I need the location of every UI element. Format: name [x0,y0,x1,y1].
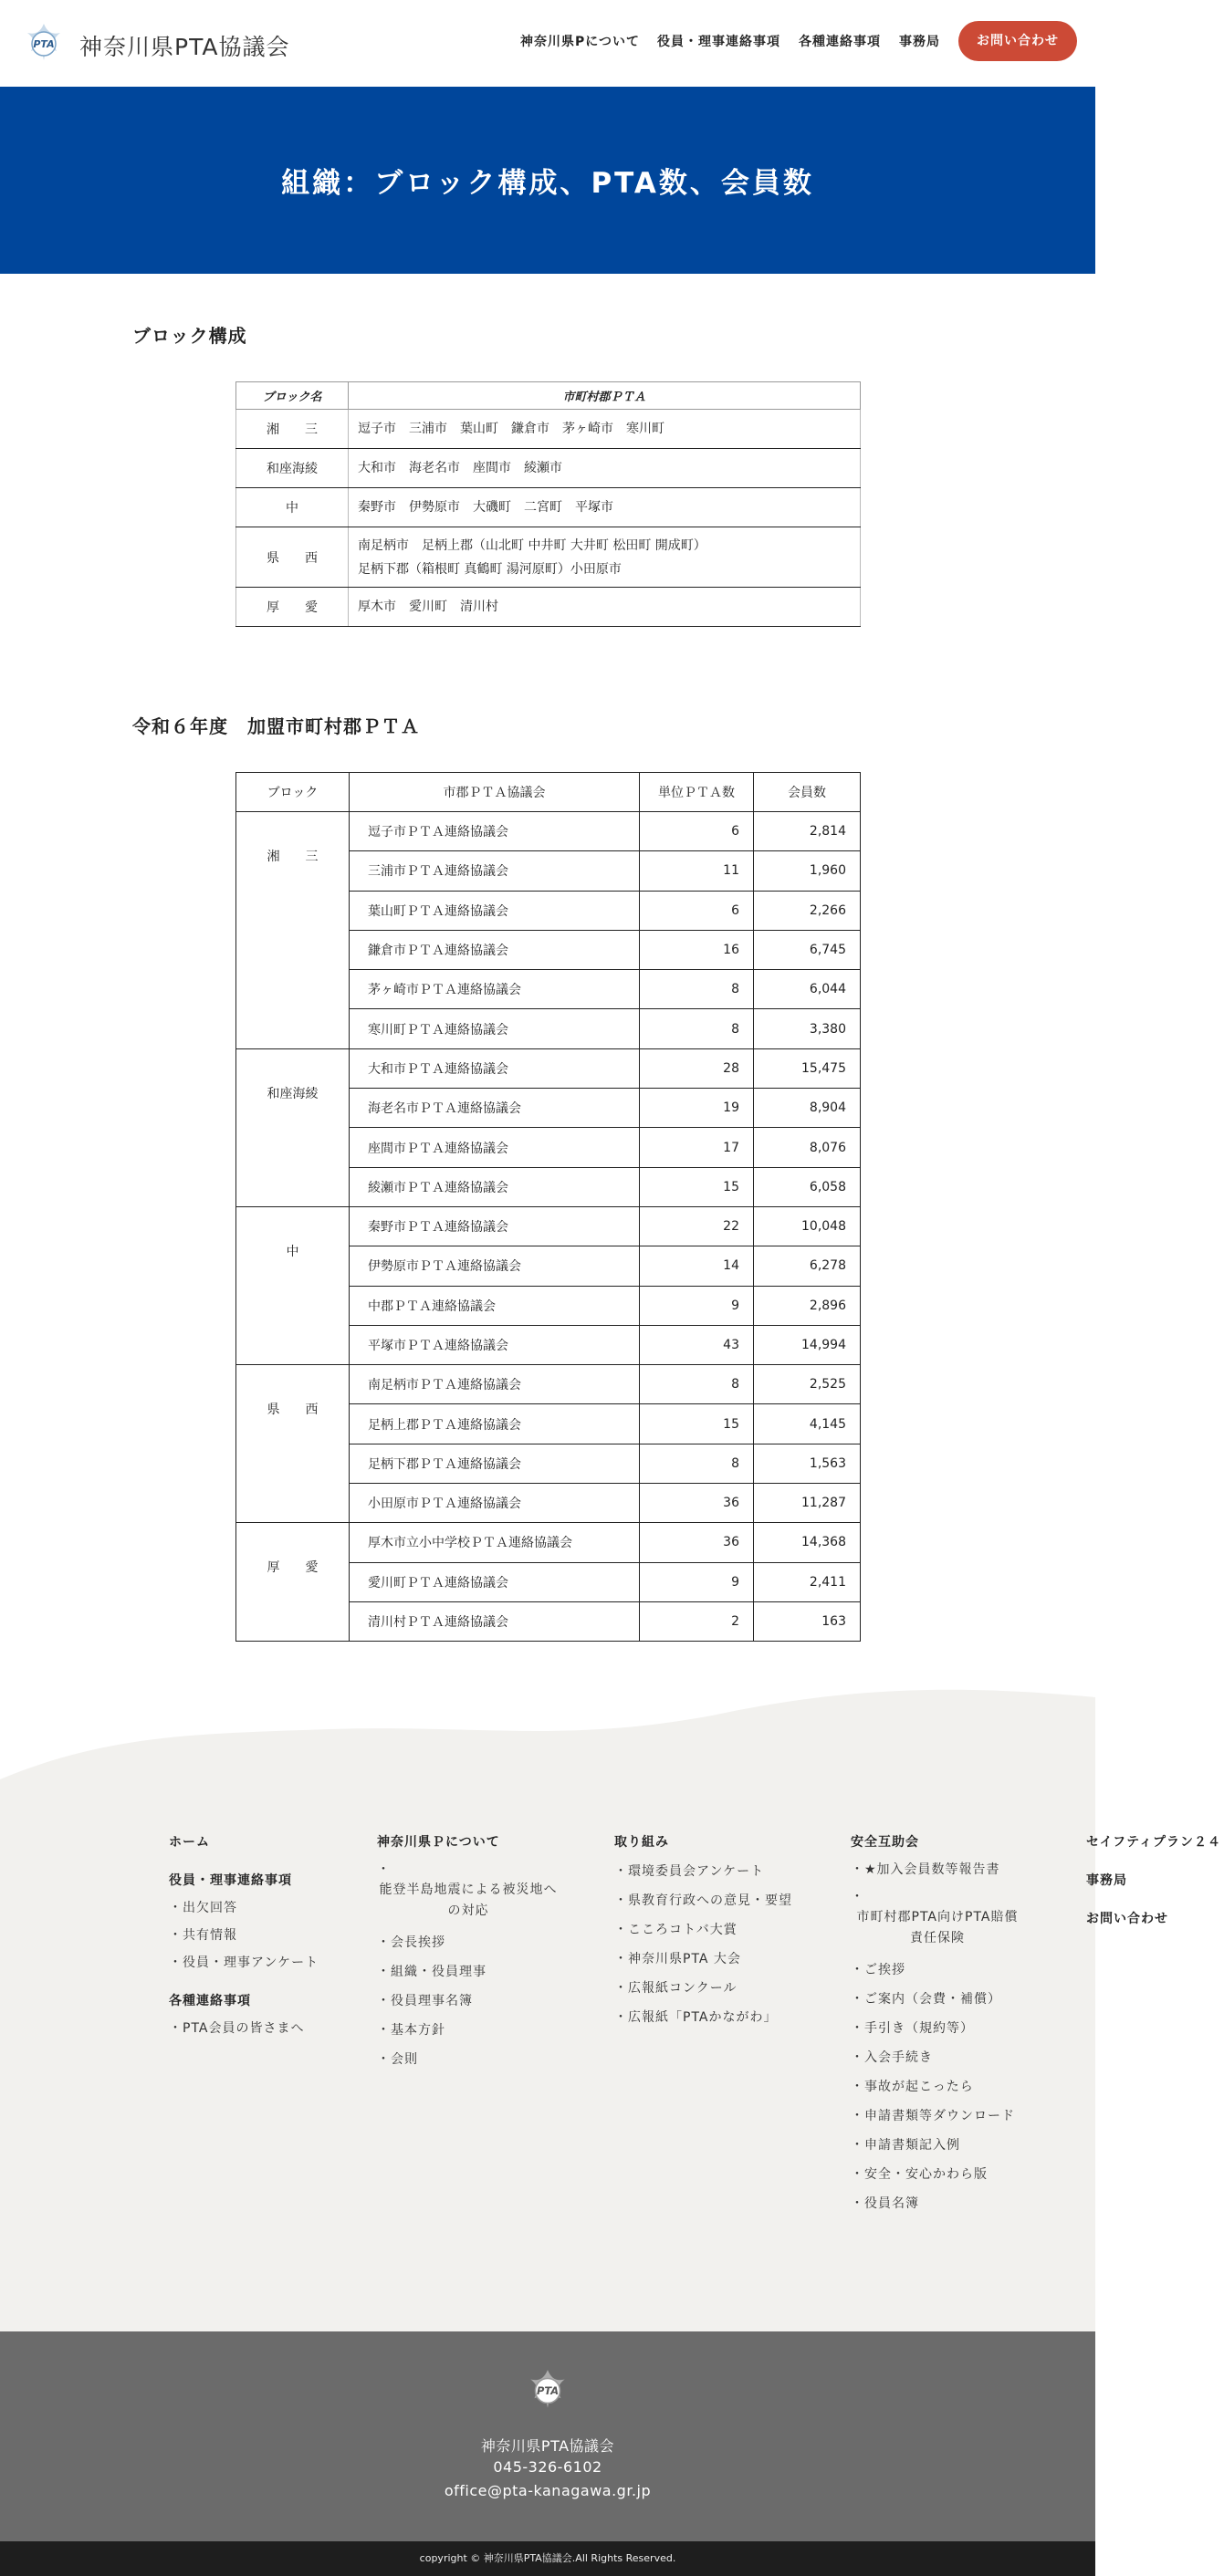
table-row [236,1048,861,1088]
association-name-cell: 寒川町ＰＴＡ連絡協議会 [350,1009,640,1048]
unit-pta-count-cell: 8 [640,1009,754,1048]
cities-cell [349,488,861,527]
block-table [235,381,861,627]
footer-about-link[interactable]: ・ 会則 [377,2049,564,2068]
table-row [236,488,861,527]
unit-pta-count-cell: 6 [640,891,754,930]
unit-pta-count-cell: 43 [640,1325,754,1364]
association-name-cell: 南足柄市ＰＴＡ連絡協議会 [350,1365,640,1404]
footer-phone: 045-326-6102 [493,2458,602,2476]
site-title[interactable]: 神奈川県PTA協議会 [79,34,290,60]
page-title: 組織：ブロック構成、PTA数、会員数 [281,167,814,200]
block-cell: 県 西 [236,1365,350,1523]
footer-col-3 [614,1832,792,2026]
unit-pta-count-cell: 9 [640,1286,754,1325]
unit-pta-count-cell: 8 [640,1365,754,1404]
footer-mutual-aid-link[interactable]: ・ 申請書類記入例 [851,2135,1033,2154]
footer-bullet [377,1860,564,1878]
footer-link-activities[interactable]: 取り組み [614,1835,669,1850]
block-name-cell: 中 [236,488,349,527]
copyright: copyright © 神奈川県PTA協議会.All Rights Reserved. [0,2541,1095,2576]
footer-link-safety-plan[interactable]: セイフティプラン２４ [1086,1835,1222,1850]
footer-link-report[interactable]: ・ ★加入会員数等報告書 [851,1860,1033,1878]
pta-logo-icon[interactable] [20,20,68,68]
unit-pta-count-cell: 8 [640,1444,754,1483]
footer-col-4 [851,1832,1033,2212]
footer-link-notices[interactable]: 各種連絡事項 [169,1994,251,2008]
footer-link-shared[interactable]: ・ 共有情報 [169,1925,319,1944]
unit-pta-count-cell: 28 [640,1048,754,1088]
column-header: ブロック名 [236,382,349,410]
footer-col-2 [377,1832,564,2068]
association-name-cell: 鎌倉市ＰＴＡ連絡協議会 [350,930,640,969]
nav-about[interactable]: 神奈川県Pについて [520,35,640,49]
unit-pta-count-cell: 9 [640,1562,754,1601]
unit-pta-count-cell: 8 [640,970,754,1009]
footer-link-home[interactable]: ホーム [169,1835,210,1850]
member-count-cell: 163 [754,1601,861,1641]
footer-link-noto[interactable]: 能登半島地震による被災地への対応 [379,1882,558,1918]
member-count-cell: 2,266 [754,891,861,930]
unit-pta-count-cell: 36 [640,1484,754,1523]
logo-text: PTA [33,38,55,50]
association-name-cell: 小田原市ＰＴＡ連絡協議会 [350,1484,640,1523]
footer-mutual-aid-link[interactable]: ・ 役員名簿 [851,2194,1033,2212]
association-name-cell: 平塚市ＰＴＡ連絡協議会 [350,1325,640,1364]
table-row [236,449,861,488]
member-count-cell: 6,058 [754,1167,861,1206]
member-count-cell: 6,278 [754,1246,861,1286]
footer-mutual-aid-link[interactable]: ・ 安全・安心かわら版 [851,2164,1033,2183]
block-name-cell: 県 西 [236,527,349,588]
footer-link-insurance[interactable]: 市町村郡PTA向けPTA賠償責任保険 [856,1910,1019,1945]
unit-pta-count-cell: 6 [640,812,754,851]
footer-links [0,1679,1224,2331]
table-row [236,588,861,627]
table-row [236,1365,861,1404]
unit-pta-count-cell: 22 [640,1206,754,1246]
member-section-title: 令和６年度 加盟市町村郡ＰＴＡ [132,715,420,737]
footer-mutual-aid-link[interactable]: ・ 申請書類等ダウンロード [851,2106,1033,2124]
block-cell: 湘 三 [236,812,350,1049]
member-count-cell: 11,287 [754,1484,861,1523]
association-name-cell: 三浦市ＰＴＡ連絡協議会 [350,851,640,891]
association-name-cell: 逗子市ＰＴＡ連絡協議会 [350,812,640,851]
association-name-cell: 厚木市立小中学校ＰＴＡ連絡協議会 [350,1523,640,1562]
footer-activities-link[interactable]: ・ 環境委員会アンケート [614,1862,792,1880]
block-cell: 中 [236,1206,350,1364]
table-header-row [236,773,861,812]
footer-link-members[interactable]: ・ PTA会員の皆さまへ [169,2018,319,2037]
member-count-cell: 15,475 [754,1048,861,1088]
association-name-cell: 綾瀬市ＰＴＡ連絡協議会 [350,1167,640,1206]
footer-about-link[interactable]: ・ 役員理事名簿 [377,1991,564,2009]
cities-cell [349,449,861,488]
member-count-cell: 2,814 [754,812,861,851]
footer-link-officers[interactable]: 役員・理事連絡事項 [169,1873,292,1888]
member-count-cell: 6,044 [754,970,861,1009]
column-header: ブロック [236,773,350,812]
table-row [236,1206,861,1246]
footer-link-about[interactable]: 神奈川県Ｐについて [377,1835,500,1850]
footer-link-office[interactable]: 事務局 [1086,1873,1127,1888]
footer-mutual-aid-link[interactable]: ・ ご案内（会費・補償） [851,1989,1033,2008]
table-row [236,1523,861,1562]
member-count-cell: 8,076 [754,1128,861,1167]
cities-line: 秦野市 伊勢原市 大磯町 二宮町 平塚市 [358,500,613,515]
unit-pta-count-cell: 15 [640,1404,754,1444]
footer-link-attendance[interactable]: ・ 出欠回答 [169,1898,319,1916]
member-count-cell: 1,960 [754,851,861,891]
cities-line: 逗子市 三浦市 葉山町 鎌倉市 茅ヶ崎市 寒川町 [358,422,664,436]
contact-button[interactable]: お問い合わせ [958,21,1077,61]
footer-bullet [851,1887,1033,1905]
unit-pta-count-cell: 36 [640,1523,754,1562]
column-header: 市郡ＰＴＡ協議会 [350,773,640,812]
table-header-row [236,382,861,410]
association-name-cell: 清川村ＰＴＡ連絡協議会 [350,1601,640,1641]
footer-col-5 [1086,1832,1221,1927]
block-name-cell: 厚 愛 [236,588,349,627]
footer-mutual-aid-link[interactable]: ・ 入会手続き [851,2048,1033,2066]
member-count-cell: 14,994 [754,1325,861,1364]
unit-pta-count-cell: 2 [640,1601,754,1641]
site-header [0,0,1095,87]
unit-pta-count-cell: 15 [640,1167,754,1206]
footer-about-link[interactable]: ・ 組織・役員理事 [377,1962,564,1980]
association-name-cell: 海老名市ＰＴＡ連絡協議会 [350,1089,640,1128]
member-count-cell: 3,380 [754,1009,861,1048]
unit-pta-count-cell: 17 [640,1128,754,1167]
member-count-cell: 2,525 [754,1365,861,1404]
association-name-cell: 愛川町ＰＴＡ連絡協議会 [350,1562,640,1601]
footer-col-1 [169,1832,319,2037]
member-count-cell: 6,745 [754,930,861,969]
logo-text: PTA [536,2384,560,2398]
member-count-cell: 10,048 [754,1206,861,1246]
cities-line: 大和市 海老名市 座間市 綾瀬市 [358,461,562,475]
footer-mutual-aid-link[interactable]: ・ ご挨拶 [851,1960,1033,1978]
association-name-cell: 伊勢原市ＰＴＡ連絡協議会 [350,1246,640,1286]
unit-pta-count-cell: 19 [640,1089,754,1128]
member-count-cell: 4,145 [754,1404,861,1444]
unit-pta-count-cell: 14 [640,1246,754,1286]
association-name-cell: 足柄下郡ＰＴＡ連絡協議会 [350,1444,640,1483]
cities-cell [349,527,861,588]
footer-about-link[interactable]: ・ 会長挨拶 [377,1933,564,1951]
table-row [236,410,861,449]
unit-pta-count-cell: 16 [640,930,754,969]
footer-link-mutual-aid[interactable]: 安全互助会 [851,1835,919,1850]
block-cell: 和座海綾 [236,1048,350,1206]
member-count-cell: 1,563 [754,1444,861,1483]
block-name-cell: 和座海綾 [236,449,349,488]
cities-cell [349,410,861,449]
member-count-cell: 14,368 [754,1523,861,1562]
association-name-cell: 足柄上郡ＰＴＡ連絡協議会 [350,1404,640,1444]
member-table [235,772,861,1642]
association-name-cell: 茅ヶ崎市ＰＴＡ連絡協議会 [350,970,640,1009]
member-count-cell: 2,411 [754,1562,861,1601]
association-name-cell: 秦野市ＰＴＡ連絡協議会 [350,1206,640,1246]
footer-org-name: 神奈川県PTA協議会 [480,2437,615,2455]
footer-activities-link[interactable]: ・ 広報紙コンクール [614,1978,792,1997]
block-cell: 厚 愛 [236,1523,350,1642]
footer-link-survey[interactable]: ・ 役員・理事アンケート [169,1953,319,1971]
block-section-title: ブロック構成 [132,325,247,347]
footer-email[interactable]: office@pta-kanagawa.gr.jp [444,2482,652,2499]
nav-officers[interactable]: 役員・理事連絡事項 [657,35,780,49]
footer-mutual-aid-link[interactable]: ・ 手引き（規約等） [851,2018,1033,2037]
footer-info [0,2331,1095,2541]
footer-activities-link[interactable]: ・ 県教育行政への意見・要望 [614,1891,792,1909]
unit-pta-count-cell: 11 [640,851,754,891]
footer-link-contact[interactable]: お問い合わせ [1086,1912,1168,1926]
cities-line: 足柄下郡（箱根町 真鶴町 湯河原町）小田原市 [358,561,622,577]
column-header: 単位ＰＴＡ数 [640,773,754,812]
nav-notices[interactable]: 各種連絡事項 [799,35,881,49]
hero-banner [0,87,1095,274]
cities-cell [349,588,861,627]
cities-line: 厚木市 愛川町 清川村 [358,600,498,614]
association-name-cell: 中郡ＰＴＡ連絡協議会 [350,1286,640,1325]
nav-office[interactable]: 事務局 [899,35,940,49]
footer-about-link[interactable]: ・ 基本方針 [377,2020,564,2039]
table-row [236,812,861,851]
association-name-cell: 葉山町ＰＴＡ連絡協議会 [350,891,640,930]
footer-mutual-aid-link[interactable]: ・ 事故が起こったら [851,2077,1033,2095]
footer-activities-link[interactable]: ・ こころコトバ大賞 [614,1920,792,1938]
footer-activities-link[interactable]: ・ 神奈川県PTA 大会 [614,1949,792,1967]
pta-logo-icon[interactable] [523,2366,572,2415]
association-name-cell: 座間市ＰＴＡ連絡協議会 [350,1128,640,1167]
footer-activities-link[interactable]: ・ 広報紙「PTAかながわ」 [614,2008,792,2026]
block-name-cell: 湘 三 [236,410,349,449]
member-count-cell: 2,896 [754,1286,861,1325]
table-row [236,527,861,588]
column-header: 市町村郡ＰＴＡ [349,382,861,410]
member-count-cell: 8,904 [754,1089,861,1128]
column-header: 会員数 [754,773,861,812]
association-name-cell: 大和市ＰＴＡ連絡協議会 [350,1048,640,1088]
cities-line: 南足柄市 足柄上郡（山北町 中井町 大井町 松田町 開成町） [358,537,706,553]
